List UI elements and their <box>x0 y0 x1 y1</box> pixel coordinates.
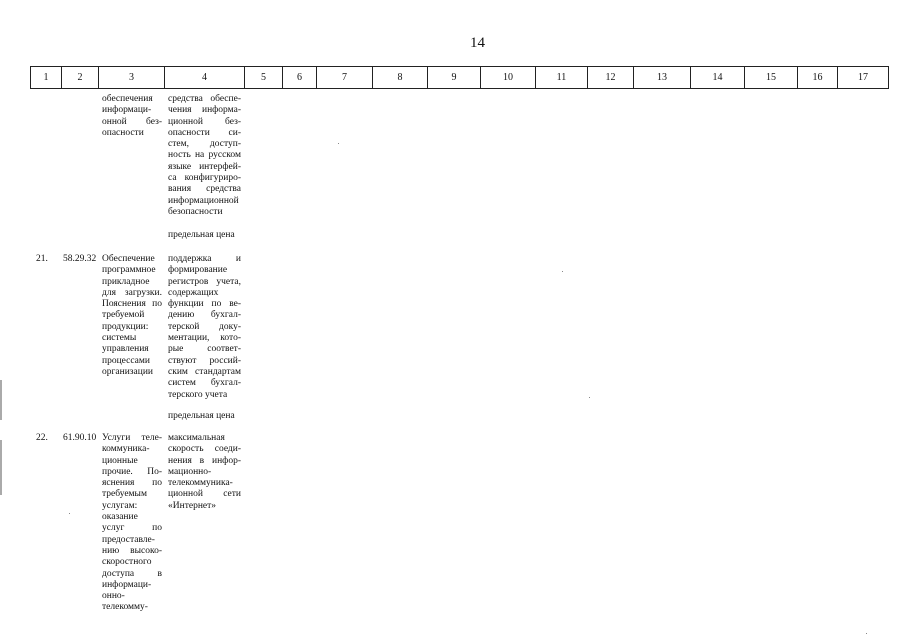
scan-speck <box>589 397 590 398</box>
cell-line: организации <box>102 366 154 377</box>
cell-line: са конфигуриро- <box>168 173 241 184</box>
cell-line: информационной <box>168 195 239 206</box>
cell-line: Услуги теле- <box>102 433 162 443</box>
price-label: предельная цена <box>168 411 235 421</box>
cell-line: стем, доступ- <box>168 139 241 150</box>
cell-line: формирование <box>168 265 228 276</box>
cell-line: телекоммуника- <box>168 478 233 489</box>
cell-line: коммуника- <box>102 444 150 455</box>
column-header-12: 12 <box>588 67 634 88</box>
cell-line: Обеспечение <box>102 254 155 264</box>
cell-line: системы <box>102 333 137 344</box>
column-header-3: 3 <box>99 67 165 88</box>
cell-line: процессами <box>102 355 150 366</box>
cell-line: услуг по <box>102 523 162 534</box>
cell-line: ствуют россий- <box>168 355 241 366</box>
column-header-8: 8 <box>373 67 428 88</box>
column-header-2: 2 <box>62 67 99 88</box>
cell-line: онно- <box>102 591 125 602</box>
cell-line: ционной без- <box>168 116 241 127</box>
column-header-15: 15 <box>745 67 798 88</box>
cell-line: скорость соеди- <box>168 444 241 455</box>
cell-line: безопасности <box>168 206 223 217</box>
column-header-10: 10 <box>481 67 536 88</box>
cell-line: информаци- <box>102 579 152 590</box>
cell-line: средства обеспе- <box>168 94 241 104</box>
page-number: 14 <box>470 35 485 51</box>
scan-speck <box>866 633 867 634</box>
cell-line: предоставле- <box>102 534 155 545</box>
column-header-4: 4 <box>165 67 245 88</box>
cell-line: содержащих <box>168 287 219 298</box>
cell-line: максимальная <box>168 433 225 443</box>
scan-speck <box>69 513 70 514</box>
cell-line: систем бухгал- <box>168 378 241 389</box>
column-header-13: 13 <box>634 67 691 88</box>
okpd-code: 61.90.10 <box>63 433 97 443</box>
cell-line: «Интернет» <box>168 500 217 511</box>
column-header-1: 1 <box>31 67 62 88</box>
cell-line: управления <box>102 344 149 355</box>
row-number: 21. <box>36 254 48 264</box>
product-name <box>102 254 162 378</box>
cell-line: ским стандартам <box>168 366 241 377</box>
cell-line: регистров учета, <box>168 276 241 287</box>
cell-line: ность на русском <box>168 150 241 161</box>
cell-line: доступа в <box>102 568 162 579</box>
okpd-code: 58.29.32 <box>63 254 97 264</box>
cell-line: прочие. По- <box>102 466 162 477</box>
scan-speck <box>338 143 339 144</box>
cell-line: онной без- <box>102 116 162 127</box>
column-header-9: 9 <box>428 67 481 88</box>
header-bottom-rule <box>30 88 889 89</box>
cell-line: чения информа- <box>168 105 241 116</box>
cell-line: нию высоко- <box>102 545 162 556</box>
scan-speck <box>562 271 563 272</box>
cell-line: опасности си- <box>168 127 241 138</box>
cell-line: яснения по <box>102 478 162 489</box>
column-header-7: 7 <box>317 67 373 88</box>
cell-line: терской доку- <box>168 321 241 332</box>
cell-line: программное <box>102 265 156 276</box>
cell-line: требуемым <box>102 489 147 500</box>
characteristics <box>168 254 241 401</box>
cell-line: вания средства <box>168 184 241 195</box>
cell-line: требуемой <box>102 310 145 321</box>
continuation-price: предельная цена <box>168 230 235 240</box>
cell-line: обеспечения <box>102 94 153 104</box>
cell-line: ционной сети <box>168 489 241 500</box>
cell-line: опасности <box>102 127 144 138</box>
cell-line: рые соответ- <box>168 344 241 355</box>
column-header-5: 5 <box>245 67 283 88</box>
cell-line: для загрузки. <box>102 287 162 298</box>
cell-line: нения в инфор- <box>168 455 241 466</box>
cell-line: функции по ве- <box>168 299 241 310</box>
cell-line: мационно- <box>168 466 212 477</box>
cell-line: продукции: <box>102 321 149 332</box>
cell-line: терского учета <box>168 389 228 400</box>
row-number: 22. <box>36 433 48 443</box>
characteristics <box>168 433 241 512</box>
cell-line: услугам: <box>102 500 138 511</box>
cell-line: оказание <box>102 512 138 523</box>
cell-line: ментации, кото- <box>168 333 241 344</box>
scan-edge-mark <box>0 380 2 420</box>
cell-line: поддержка и <box>168 254 241 264</box>
continuation-col3 <box>102 94 162 139</box>
column-header-16: 16 <box>798 67 838 88</box>
cell-line: скоростного <box>102 557 152 568</box>
column-header-6: 6 <box>283 67 317 88</box>
column-header-11: 11 <box>536 67 588 88</box>
cell-line: прикладное <box>102 276 150 287</box>
column-header-14: 14 <box>691 67 745 88</box>
scan-edge-mark <box>0 440 2 495</box>
cell-line: телекомму- <box>102 602 148 613</box>
cell-line: дению бухгал- <box>168 310 241 321</box>
cell-line: Пояснения по <box>102 299 162 310</box>
cell-line: информаци- <box>102 105 152 116</box>
continuation-col4 <box>168 94 241 218</box>
cell-line: ционные <box>102 455 138 466</box>
product-name <box>102 433 162 614</box>
column-header-17: 17 <box>838 67 889 88</box>
cell-line: языке интерфей- <box>168 161 241 172</box>
